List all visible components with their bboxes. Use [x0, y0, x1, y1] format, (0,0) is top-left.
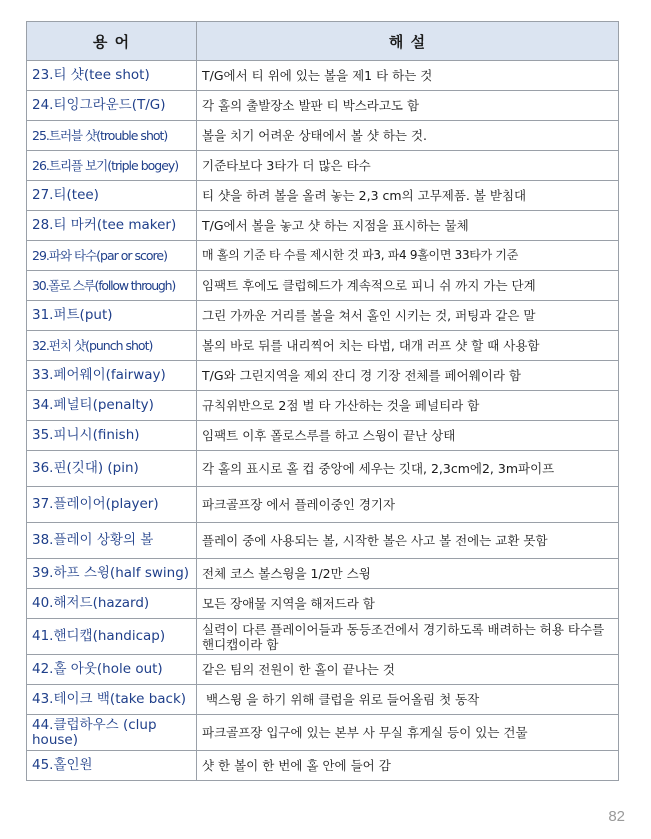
- table-row: [27, 523, 619, 559]
- term-cell: 45.홀인원: [27, 751, 197, 781]
- term-cell: 28.티 마커(tee maker): [27, 211, 197, 241]
- term-cell: 37.플레이어(player): [27, 487, 197, 523]
- table-row: [27, 241, 619, 271]
- description-cell: 각 홀의 표시로 홀 컵 중앙에 세우는 깃대, 2,3cm에2, 3m파이프: [197, 451, 619, 487]
- description-cell: 백스윙 을 하기 위해 클럽을 위로 들어올림 첫 동작: [197, 685, 619, 715]
- description-cell: 각 홀의 출발장소 발판 티 박스라고도 함: [197, 91, 619, 121]
- table-row: [27, 361, 619, 391]
- term-cell: 33.페어웨이(fairway): [27, 361, 197, 391]
- table-row: [27, 271, 619, 301]
- table-row: [27, 151, 619, 181]
- term-cell: 40.해저드(hazard): [27, 589, 197, 619]
- term-column-header: 용 어: [27, 22, 197, 61]
- description-cell: 임팩트 이후 폴로스루를 하고 스윙이 끝난 상태: [197, 421, 619, 451]
- table-row: [27, 61, 619, 91]
- table-row: [27, 559, 619, 589]
- description-cell: 파크골프장 입구에 있는 본부 사 무실 휴게실 등이 있는 건물: [197, 715, 619, 751]
- table-row: [27, 451, 619, 487]
- explanation-column-header: 해 설: [197, 22, 619, 61]
- description-cell: 샷 한 볼이 한 번에 홀 안에 들어 감: [197, 751, 619, 781]
- table-row: [27, 211, 619, 241]
- table-row: [27, 331, 619, 361]
- description-cell: 볼의 바로 뒤를 내리찍어 치는 타법, 대개 러프 샷 할 때 사용함: [197, 331, 619, 361]
- table-row: [27, 421, 619, 451]
- description-cell: 볼을 치기 어려운 상태에서 볼 샷 하는 것.: [197, 121, 619, 151]
- page-number: 82: [608, 808, 625, 825]
- description-cell: 그린 가까운 거리를 볼을 쳐서 홀인 시키는 것, 퍼팅과 같은 말: [197, 301, 619, 331]
- table-row: [27, 751, 619, 781]
- term-cell: 35.피니시(finish): [27, 421, 197, 451]
- description-cell: T/G와 그린지역을 제외 잔디 경 기장 전체를 페어웨이라 함: [197, 361, 619, 391]
- term-cell: 30.폴로 스루(follow through): [27, 271, 197, 301]
- table-row: [27, 91, 619, 121]
- term-cell: 32.펀치 샷(punch shot): [27, 331, 197, 361]
- description-cell: T/G에서 볼을 놓고 샷 하는 지점을 표시하는 물체: [197, 211, 619, 241]
- table-row: [27, 301, 619, 331]
- description-cell: 전체 코스 볼스윙을 1/2만 스윙: [197, 559, 619, 589]
- description-cell: 티 샷을 하려 볼을 올려 놓는 2,3 cm의 고무제품. 볼 받침대: [197, 181, 619, 211]
- table-row: [27, 589, 619, 619]
- table-header-row: [27, 22, 619, 61]
- term-cell: 36.핀(깃대) (pin): [27, 451, 197, 487]
- description-cell: 파크골프장 에서 플레이중인 경기자: [197, 487, 619, 523]
- description-cell: 플레이 중에 사용되는 볼, 시작한 볼은 사고 볼 전에는 교환 못함: [197, 523, 619, 559]
- term-cell: 29.파와 타수(par or score): [27, 241, 197, 271]
- description-cell: 같은 팀의 전원이 한 홀이 끝나는 것: [197, 655, 619, 685]
- term-cell: 34.페널티(penalty): [27, 391, 197, 421]
- description-cell: 실력이 다른 플레이어들과 동등조건에서 경기하도록 배려하는 허용 타수를 핸디캡이라 함: [197, 619, 619, 655]
- table-row: [27, 619, 619, 655]
- table-row: [27, 715, 619, 751]
- term-cell: 39.하프 스윙(half swing): [27, 559, 197, 589]
- description-cell: 임팩트 후에도 클럽헤드가 계속적으로 피니 쉬 까지 가는 단계: [197, 271, 619, 301]
- table-row: [27, 655, 619, 685]
- table-row: [27, 181, 619, 211]
- term-cell: 27.티(tee): [27, 181, 197, 211]
- description-cell: 규칙위반으로 2점 벌 타 가산하는 것을 페널티라 함: [197, 391, 619, 421]
- term-cell: 31.퍼트(put): [27, 301, 197, 331]
- term-cell: 38.플레이 상황의 볼: [27, 523, 197, 559]
- table-row: [27, 685, 619, 715]
- description-cell: 매 홀의 기준 타 수를 제시한 것 파3, 파4 9홀이면 33타가 기준: [197, 241, 619, 271]
- description-cell: T/G에서 티 위에 있는 볼을 제1 타 하는 것: [197, 61, 619, 91]
- description-cell: 모든 장애물 지역을 해저드라 함: [197, 589, 619, 619]
- table-row: [27, 391, 619, 421]
- term-cell: 44.클럽하우스 (clup house): [27, 715, 197, 751]
- term-cell: 41.핸디캡(handicap): [27, 619, 197, 655]
- term-cell: 24.티잉그라운드(T/G): [27, 91, 197, 121]
- term-cell: 23.티 샷(tee shot): [27, 61, 197, 91]
- term-cell: 43.테이크 백(take back): [27, 685, 197, 715]
- term-cell: 25.트러블 샷(trouble shot): [27, 121, 197, 151]
- description-cell: 기준타보다 3타가 더 많은 타수: [197, 151, 619, 181]
- table-row: [27, 487, 619, 523]
- table-row: [27, 121, 619, 151]
- term-cell: 42.홀 아웃(hole out): [27, 655, 197, 685]
- glossary-table: [26, 21, 619, 781]
- term-cell: 26.트리플 보기(triple bogey): [27, 151, 197, 181]
